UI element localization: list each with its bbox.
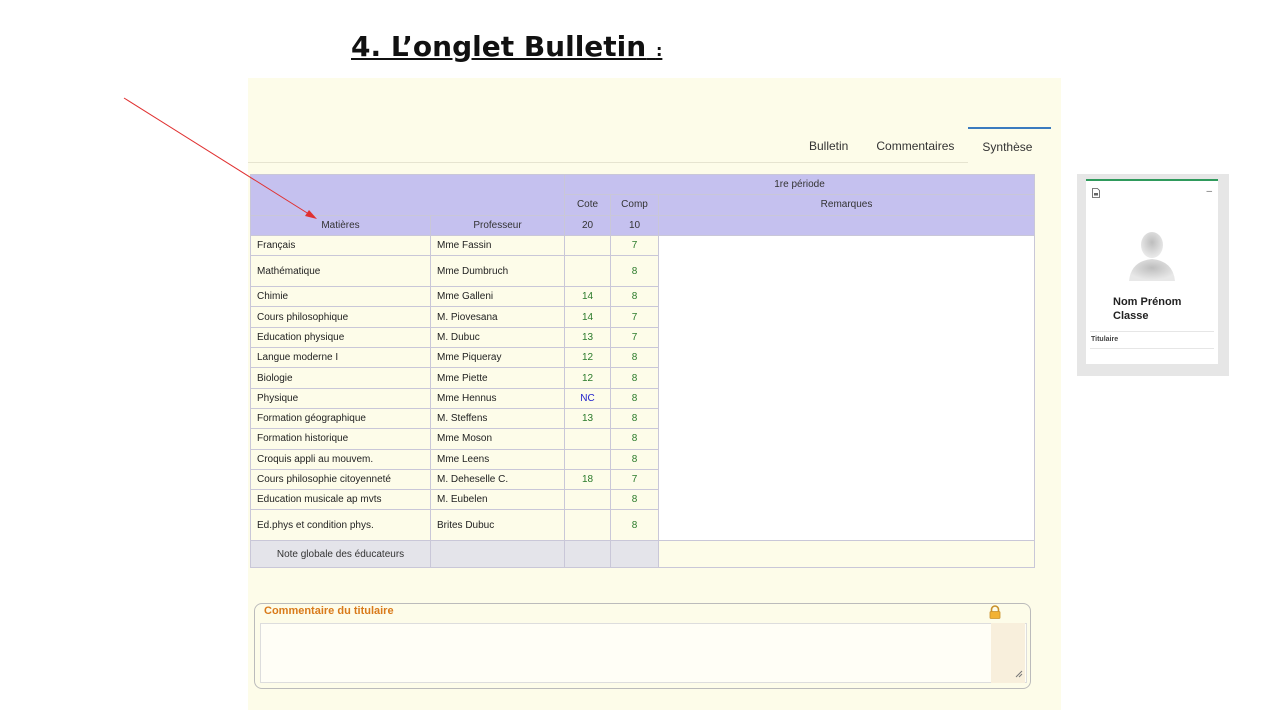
profile-class-text: Classe xyxy=(1113,310,1149,322)
footer-label: Note globale des éducateurs xyxy=(251,541,431,568)
subject-cell: Chimie xyxy=(251,287,431,307)
tab-synthese[interactable]: Synthèse xyxy=(968,127,1046,163)
subject-cell: Formation historique xyxy=(251,429,431,449)
header-comp: Comp xyxy=(611,195,659,215)
minimize-icon[interactable]: – xyxy=(1206,186,1212,197)
cote-cell[interactable]: NC xyxy=(565,388,611,408)
subject-cell: Cours philosophique xyxy=(251,307,431,327)
avatar-silhouette-icon xyxy=(1123,225,1181,283)
cote-cell[interactable]: 14 xyxy=(565,287,611,307)
comp-cell[interactable]: 7 xyxy=(611,469,659,489)
cote-cell[interactable] xyxy=(565,490,611,510)
profile-card-inner xyxy=(1086,179,1218,364)
teacher-cell: Mme Piette xyxy=(431,368,565,388)
header-professeur: Professeur xyxy=(431,215,565,235)
footer-professeur xyxy=(431,541,565,568)
profile-name-text: Nom Prénom xyxy=(1113,296,1182,308)
subject-cell: Education musicale ap mvts xyxy=(251,490,431,510)
comp-cell[interactable]: 8 xyxy=(611,510,659,541)
cote-cell[interactable]: 12 xyxy=(565,348,611,368)
slide-title-colon: : xyxy=(655,41,663,60)
subject-cell: Français xyxy=(251,235,431,255)
comp-cell[interactable]: 8 xyxy=(611,348,659,368)
teacher-cell: M. Deheselle C. xyxy=(431,469,565,489)
comp-cell[interactable]: 8 xyxy=(611,408,659,428)
resize-handle-icon[interactable] xyxy=(1015,670,1023,678)
teacher-cell: Mme Piqueray xyxy=(431,348,565,368)
cote-cell[interactable] xyxy=(565,510,611,541)
grades-table xyxy=(250,174,1035,568)
profile-name xyxy=(1113,295,1181,323)
comp-cell[interactable]: 7 xyxy=(611,327,659,347)
header-remarques-empty xyxy=(659,215,1035,235)
table-row xyxy=(251,235,1035,255)
cote-cell[interactable]: 13 xyxy=(565,327,611,347)
teacher-cell: M. Piovesana xyxy=(431,307,565,327)
cote-cell[interactable] xyxy=(565,429,611,449)
header-row-subjects xyxy=(251,215,1035,235)
header-matieres: Matières xyxy=(251,215,431,235)
teacher-cell: Mme Dumbruch xyxy=(431,256,565,287)
footer-remarques[interactable] xyxy=(659,541,1035,568)
comp-cell[interactable]: 7 xyxy=(611,235,659,255)
profile-card xyxy=(1077,174,1229,376)
comp-cell[interactable]: 8 xyxy=(611,287,659,307)
subject-cell: Mathématique xyxy=(251,256,431,287)
teacher-cell: Brites Dubuc xyxy=(431,510,565,541)
footer-row xyxy=(251,541,1035,568)
document-icon[interactable] xyxy=(1092,188,1100,198)
subject-cell: Physique xyxy=(251,388,431,408)
footer-cote xyxy=(565,541,611,568)
footer-comp xyxy=(611,541,659,568)
header-max-comp: 10 xyxy=(611,215,659,235)
header-period: 1re période xyxy=(565,175,1035,195)
teacher-cell: M. Eubelen xyxy=(431,490,565,510)
profile-titulaire-label: Titulaire xyxy=(1091,336,1119,343)
remarques-area[interactable] xyxy=(659,235,1035,541)
comp-cell[interactable]: 8 xyxy=(611,388,659,408)
cote-cell[interactable]: 12 xyxy=(565,368,611,388)
slide-title-text: 4. L’onglet Bulletin xyxy=(351,30,647,63)
slide-title xyxy=(351,30,662,63)
comp-cell[interactable]: 8 xyxy=(611,368,659,388)
comp-cell[interactable]: 8 xyxy=(611,490,659,510)
comment-box xyxy=(254,603,1031,689)
teacher-cell: Mme Leens xyxy=(431,449,565,469)
tab-bulletin[interactable]: Bulletin xyxy=(809,139,849,153)
comment-textarea[interactable] xyxy=(260,623,1027,683)
header-row-period xyxy=(251,175,1035,195)
cote-cell[interactable]: 14 xyxy=(565,307,611,327)
profile-divider-bottom xyxy=(1090,348,1214,349)
tab-bar xyxy=(795,127,1046,163)
cote-cell[interactable]: 18 xyxy=(565,469,611,489)
header-max-cote: 20 xyxy=(565,215,611,235)
profile-divider-top xyxy=(1090,331,1214,332)
subject-cell: Ed.phys et condition phys. xyxy=(251,510,431,541)
comment-title: Commentaire du titulaire xyxy=(264,605,394,617)
teacher-cell: Mme Galleni xyxy=(431,287,565,307)
cote-cell[interactable] xyxy=(565,235,611,255)
cote-cell[interactable] xyxy=(565,256,611,287)
teacher-cell: M. Steffens xyxy=(431,408,565,428)
cote-cell[interactable] xyxy=(565,449,611,469)
header-remarques: Remarques xyxy=(659,195,1035,215)
subject-cell: Cours philosophie citoyenneté xyxy=(251,469,431,489)
subject-cell: Formation géographique xyxy=(251,408,431,428)
comp-cell[interactable]: 8 xyxy=(611,449,659,469)
grade-rows xyxy=(251,235,1035,541)
header-cote: Cote xyxy=(565,195,611,215)
header-blank xyxy=(251,175,565,216)
tab-accent-line xyxy=(1032,127,1051,129)
subject-cell: Langue moderne I xyxy=(251,348,431,368)
teacher-cell: Mme Hennus xyxy=(431,388,565,408)
cote-cell[interactable]: 13 xyxy=(565,408,611,428)
comp-cell[interactable]: 8 xyxy=(611,256,659,287)
teacher-cell: Mme Moson xyxy=(431,429,565,449)
comp-cell[interactable]: 7 xyxy=(611,307,659,327)
subject-cell: Croquis appli au mouvem. xyxy=(251,449,431,469)
teacher-cell: M. Dubuc xyxy=(431,327,565,347)
lock-icon[interactable] xyxy=(988,605,1002,619)
teacher-cell: Mme Fassin xyxy=(431,235,565,255)
comp-cell[interactable]: 8 xyxy=(611,429,659,449)
tab-commentaires[interactable]: Commentaires xyxy=(876,139,955,153)
subject-cell: Biologie xyxy=(251,368,431,388)
subject-cell: Education physique xyxy=(251,327,431,347)
